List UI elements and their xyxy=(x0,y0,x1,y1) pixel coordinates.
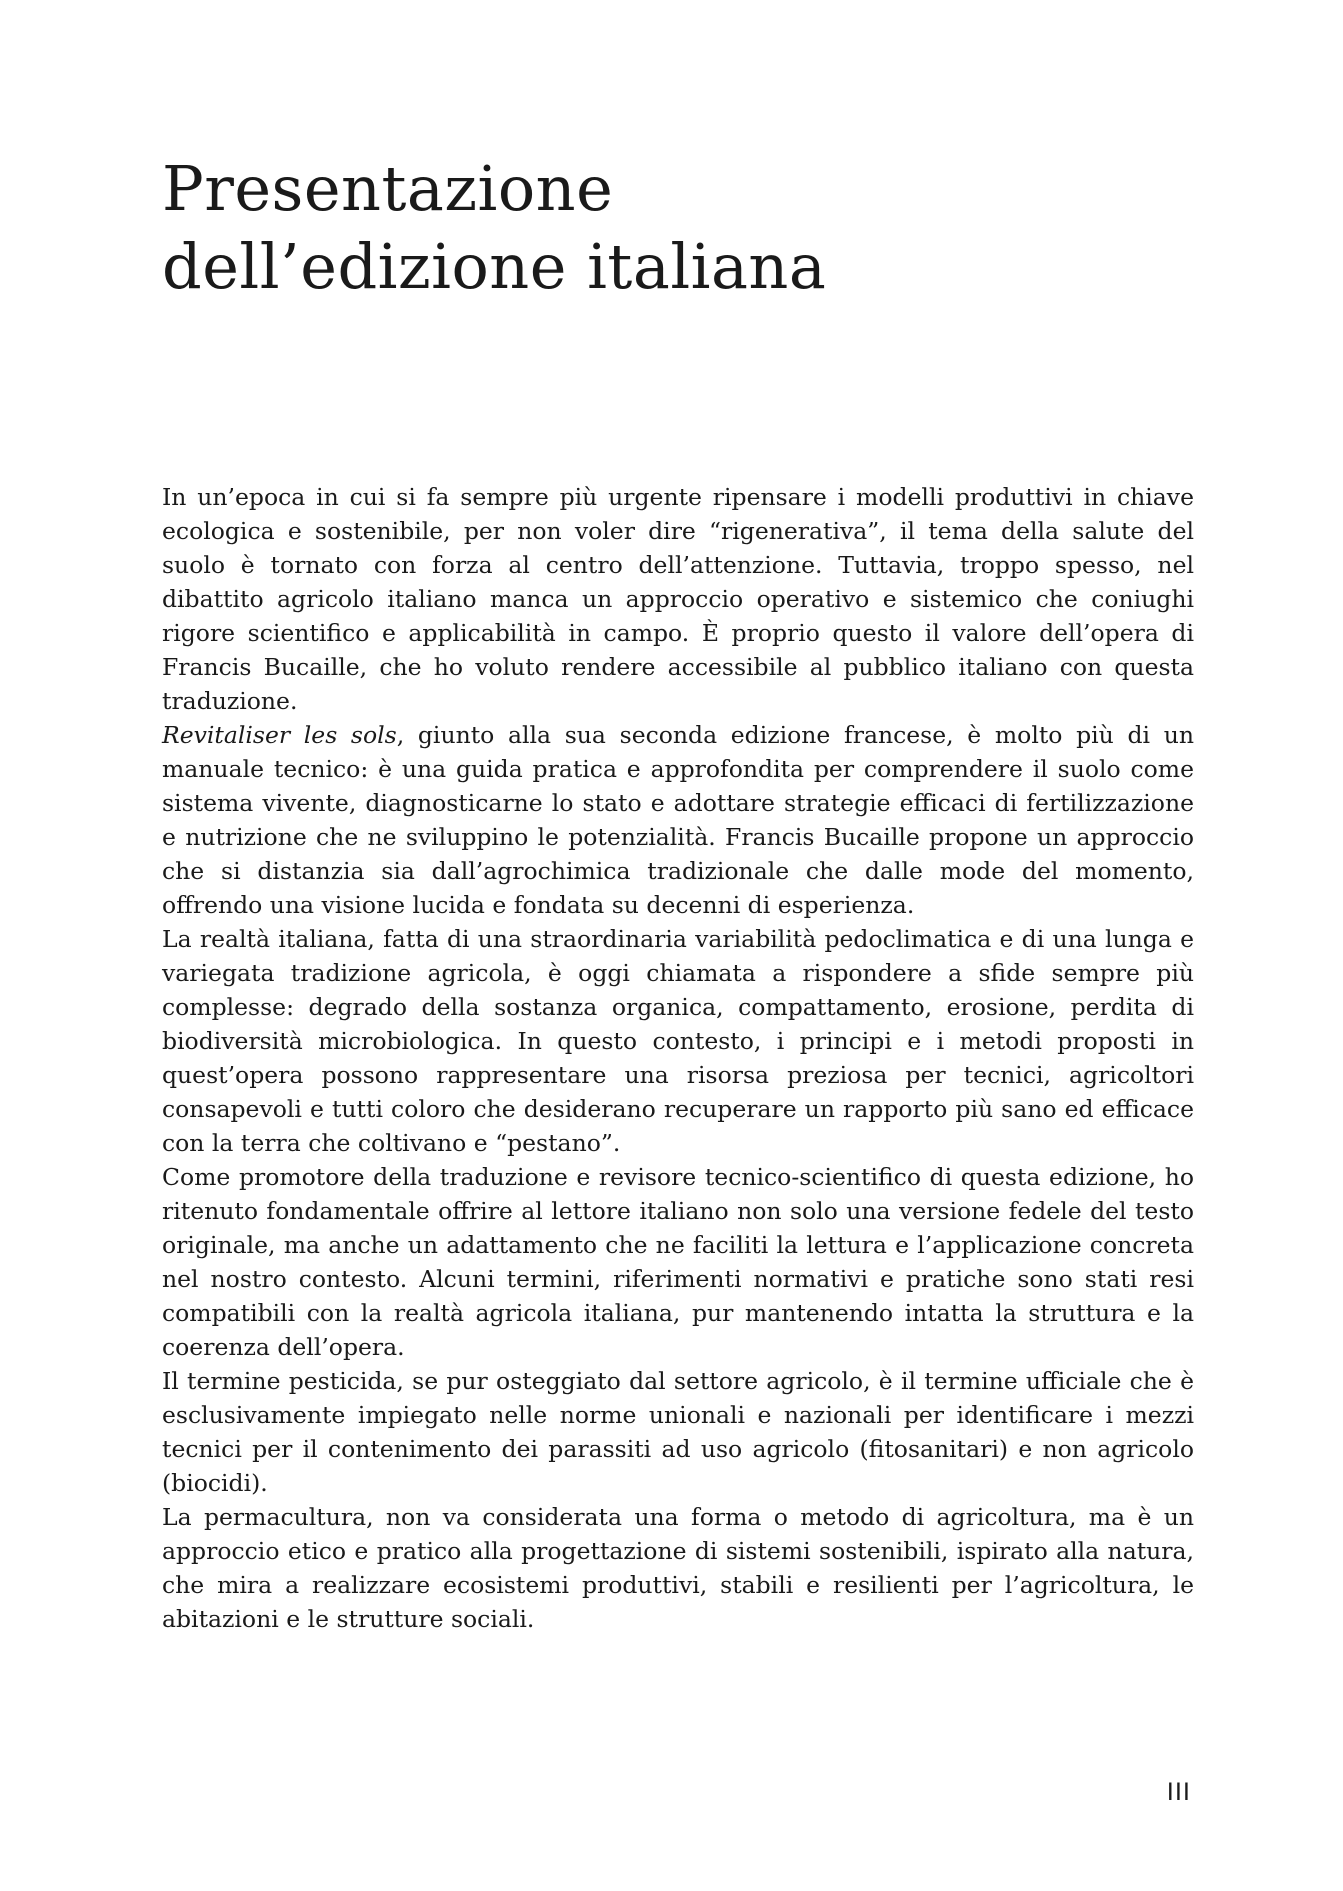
paragraph-6: La permacultura, non va considerata una forma o metodo di agricoltura, ma è un approccio etico e pratico alla progettazione di sistemi sostenibili, ispirato alla natura, che mira a realizzare ecosistemi produttivi, stabili e resilienti per l’agricoltura, le abitazioni e le strutture sociali. xyxy=(162,1503,1194,1633)
paragraph-4: Come promotore della traduzione e revisore tecnico-scientifico di questa edizione, ho ritenuto fondamentale offrire al lettore italiano non solo una versione fedele del testo originale, ma anche un adattamento che ne faciliti la lettura e l’applicazione concreta nel nostro contesto. Alcuni termini, riferimenti normativi e pratiche sono stati resi compatibili con la realtà agricola italiana, pur mantenendo intatta la struttura e la coerenza dell’opera. xyxy=(162,1163,1194,1361)
body-text xyxy=(162,480,1194,1636)
paragraph-1: In un’epoca in cui si fa sempre più urgente ripensare i modelli produttivi in chiave ecologica e sostenibile, per non voler dire “rigenerativa”, il tema della salute del suolo è tornato con forza al centro dell’attenzione. Tuttavia, troppo spesso, nel dibattito agricolo italiano manca un approccio operativo e sistemico che coniughi rigore scientifico e applicabilità in campo. È proprio questo il valore dell’opera di Francis Bucaille, che ho voluto rendere accessibile al pubblico italiano con questa traduzione. xyxy=(162,483,1194,715)
paragraph-2-text: , giunto alla sua seconda edizione francese, è molto più di un manuale tecnico: è una guida pratica e approfondita per comprendere il suolo come sistema vivente, diagnosticarne lo stato e adottare strategie efficaci di fertilizzazione e nutrizione che ne sviluppino le potenzialità. Francis Bucaille propone un approccio che si distanzia sia dall’agrochimica tradizionale che dalle mode del momento, offrendo una visione lucida e fondata su decenni di esperienza. xyxy=(162,721,1195,919)
paragraph-3: La realtà italiana, fatta di una straordinaria variabilità pedoclimatica e di una lunga e variegata tradizione agricola, è oggi chiamata a rispondere a sfide sempre più complesse: degrado della sostanza organica, compattamento, erosione, perdita di biodiversità microbiologica. In questo contesto, i principi e i metodi proposti in quest’opera possono rappresentare una risorsa preziosa per tecnici, agricoltori consapevoli e tutti coloro che desiderano recuperare un rapporto più sano ed efficace con la terra che coltivano e “pestano”. xyxy=(162,925,1194,1157)
book-title-italic: Revitaliser les sols xyxy=(162,721,397,749)
paragraph-2 xyxy=(162,718,1194,922)
title-line-2: dell’edizione italiana xyxy=(162,230,827,303)
title-line-1: Presentazione xyxy=(162,152,614,225)
paragraph-5: Il termine pesticida, se pur osteggiato dal settore agricolo, è il termine ufficiale che è esclusivamente impiegato nelle norme unionali e nazionali per identificare i mezzi tecnici per il contenimento dei parassiti ad uso agricolo (fitosanitari) e non agricolo (biocidi). xyxy=(162,1367,1194,1497)
page-number: III xyxy=(1166,1778,1191,1806)
page-title xyxy=(162,150,1212,306)
